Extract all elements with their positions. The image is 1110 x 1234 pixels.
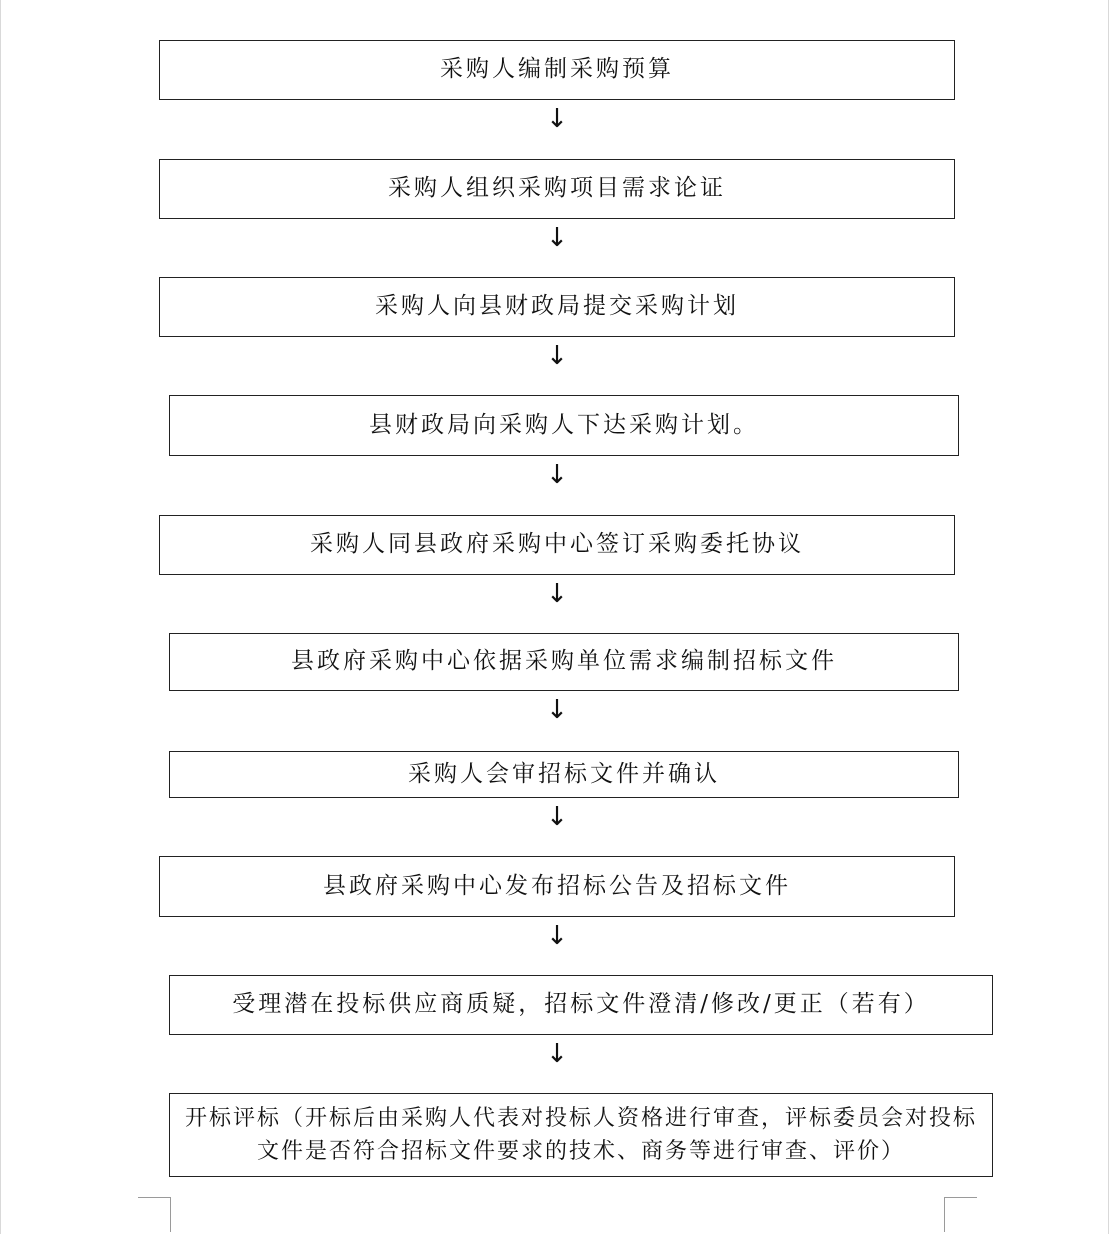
step-review-tender-docs: 采购人会审招标文件并确认 [169,751,959,798]
page-right-edge [1108,0,1109,1234]
flow-arrow-down-icon: ↓ [546,341,568,371]
step-prepare-budget: 采购人编制采购预算 [159,40,955,100]
flow-arrow-down-icon: ↓ [546,460,568,490]
step-issue-plan: 县财政局向采购人下达采购计划。 [169,395,959,456]
flow-arrow-down-icon: ↓ [546,579,568,609]
page-corner-mark-left [138,1197,171,1232]
step-sign-agreement: 采购人同县政府采购中心签订采购委托协议 [159,515,955,575]
page-corner-mark-right [944,1197,977,1232]
flow-arrow-down-icon: ↓ [546,802,568,832]
flow-arrow-down-icon: ↓ [546,104,568,134]
step-submit-plan: 采购人向县财政局提交采购计划 [159,277,955,337]
step-prepare-tender-docs: 县政府采购中心依据采购单位需求编制招标文件 [169,633,959,691]
step-bid-opening-evaluation: 开标评标（开标后由采购人代表对投标人资格进行审查，评标委员会对投标文件是否符合招标文件要求的技术、商务等进行审查、评价） [169,1093,993,1177]
step-handle-inquiries: 受理潜在投标供应商质疑，招标文件澄清/修改/更正（若有） [169,975,993,1035]
flow-arrow-down-icon: ↓ [546,1039,568,1069]
flow-arrow-down-icon: ↓ [546,223,568,253]
step-demand-verification: 采购人组织采购项目需求论证 [159,159,955,219]
flow-arrow-down-icon: ↓ [546,921,568,951]
flow-arrow-down-icon: ↓ [546,695,568,725]
step-publish-announcement: 县政府采购中心发布招标公告及招标文件 [159,856,955,917]
page-left-edge [0,0,1,1234]
